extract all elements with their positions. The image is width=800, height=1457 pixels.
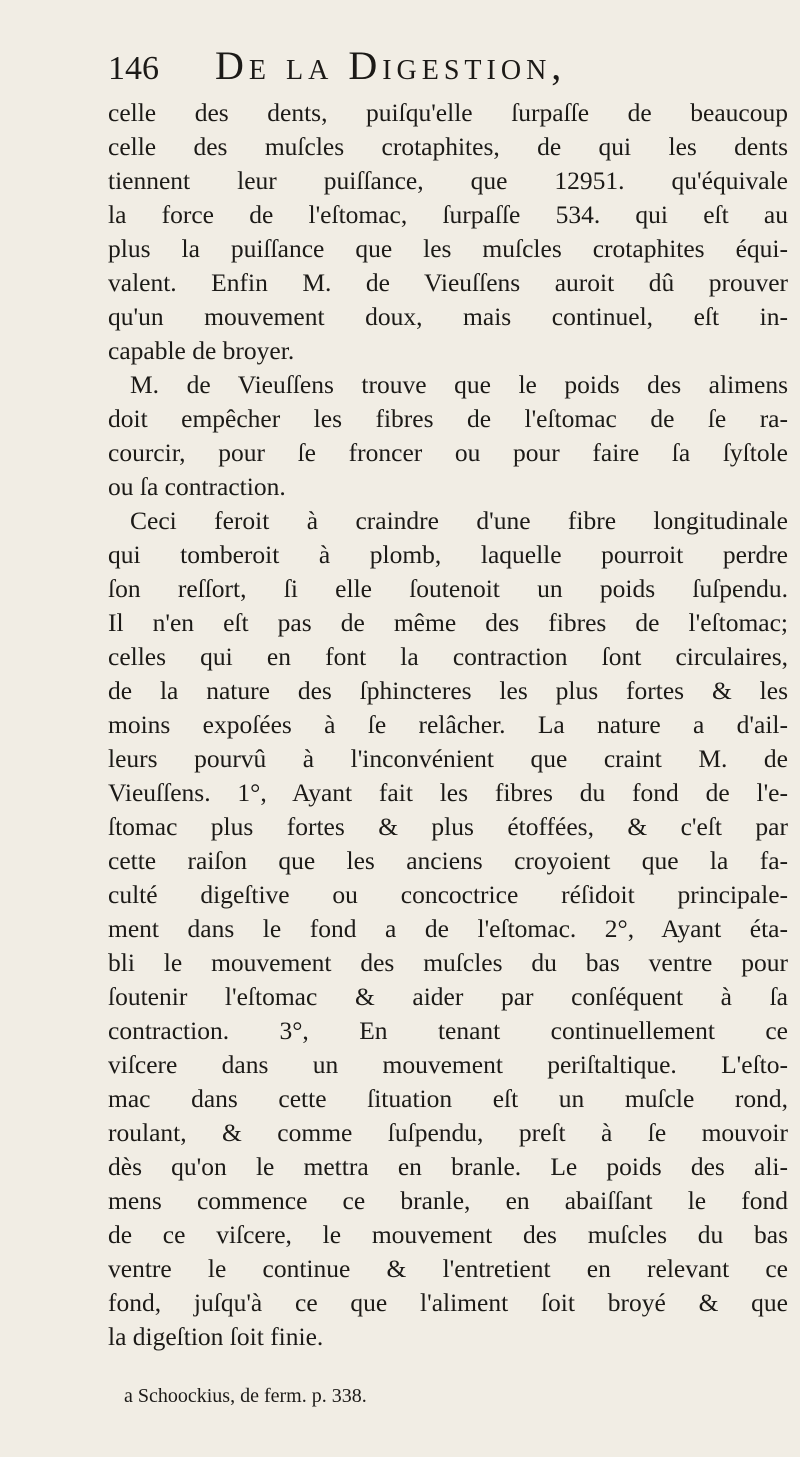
- text-line: Vieuſſens. 1°, Ayant fait les fibres du fond de l'e-: [108, 778, 788, 807]
- text-line: ſoutenir l'eſtomac & aider par conſéquent à ſa: [108, 982, 788, 1011]
- text-line: de ce viſcere, le mouvement des muſcles du bas: [108, 1220, 788, 1249]
- text-line: viſcere dans un mouvement periſtaltique. L'eſto-: [108, 1050, 788, 1079]
- text-line: la force de l'eſtomac, ſurpaſſe 534. qui eſt au: [108, 200, 788, 229]
- text-line: mac dans cette ſituation eſt un muſcle rond,: [108, 1084, 788, 1113]
- text-line: ſtomac plus fortes & plus étoffées, & c'eſt par: [108, 812, 788, 841]
- text-line: qui tomberoit à plomb, laquelle pourroit perdre: [108, 540, 788, 569]
- text-line: plus la puiſſance que les muſcles crotaphites équi-: [108, 234, 788, 263]
- text-line: Il n'en eſt pas de même des fibres de l'eſtomac;: [108, 608, 788, 637]
- text-line: mens commence ce branle, en abaiſſant le fond: [108, 1186, 788, 1215]
- text-line: fond, juſqu'à ce que l'aliment ſoit broyé & que: [108, 1288, 788, 1317]
- text-line: tiennent leur puiſſance, que 12951. qu'équivale: [108, 166, 788, 195]
- text-line: dès qu'on le mettra en branle. Le poids des ali-: [108, 1152, 788, 1181]
- footnote: a Schoockius, de ferm. p. 338.: [124, 1385, 367, 1407]
- text-line: leurs pourvû à l'inconvénient que craint M. de: [108, 744, 788, 773]
- page-header: [108, 42, 566, 89]
- text-line: ment dans le fond a de l'eſtomac. 2°, Ayant éta-: [108, 914, 788, 943]
- text-line: roulant, & comme ſuſpendu, preſt à ſe mouvoir: [108, 1118, 788, 1147]
- text-line: ſon reſſort, ſi elle ſoutenoit un poids ſuſpendu.: [108, 574, 788, 603]
- text-line: valent. Enfin M. de Vieuſſens auroit dû prouver: [108, 268, 788, 297]
- body-text: [108, 96, 788, 1354]
- text-line: moins expoſées à ſe relâcher. La nature a d'ail-: [108, 710, 788, 739]
- text-line: qu'un mouvement doux, mais continuel, eſt in-: [108, 302, 788, 331]
- running-title: De la Digestion,: [215, 43, 567, 88]
- text-line: celle des muſcles crotaphites, de qui les dents: [108, 132, 788, 161]
- text-line: ou ſa contraction.: [108, 472, 286, 501]
- text-line: Ceci feroit à craindre d'une fibre longitudinale: [130, 506, 788, 535]
- paragraph-2: [108, 368, 788, 504]
- text-line: de la nature des ſphincteres les plus fortes & les: [108, 676, 788, 705]
- text-line: ventre le continue & l'entretient en relevant ce: [108, 1254, 788, 1283]
- text-line: cette raiſon que les anciens croyoient que la fa-: [108, 846, 788, 875]
- text-line: la digeſtion ſoit finie.: [108, 1322, 324, 1351]
- text-line: capable de broyer.: [108, 336, 295, 365]
- text-line: celle des dents, puiſqu'elle ſurpaſſe de beaucoup: [108, 98, 788, 127]
- text-line: M. de Vieuſſens trouve que le poids des alimens: [130, 370, 788, 399]
- text-line: celles qui en font la contraction ſont circulaires,: [108, 642, 788, 671]
- page-number: 146: [108, 50, 159, 87]
- text-line: bli le mouvement des muſcles du bas ventre pour: [108, 948, 788, 977]
- text-line: culté digeſtive ou concoctrice réſidoit principale-: [108, 880, 788, 909]
- text-line: courcir, pour ſe froncer ou pour faire ſa ſyſtole: [108, 438, 788, 467]
- text-line: doit empêcher les fibres de l'eſtomac de ſe ra-: [108, 404, 788, 433]
- paragraph-1: [108, 96, 788, 368]
- text-line: contraction. 3°, En tenant continuellement ce: [108, 1016, 788, 1045]
- paragraph-3: [108, 504, 788, 1354]
